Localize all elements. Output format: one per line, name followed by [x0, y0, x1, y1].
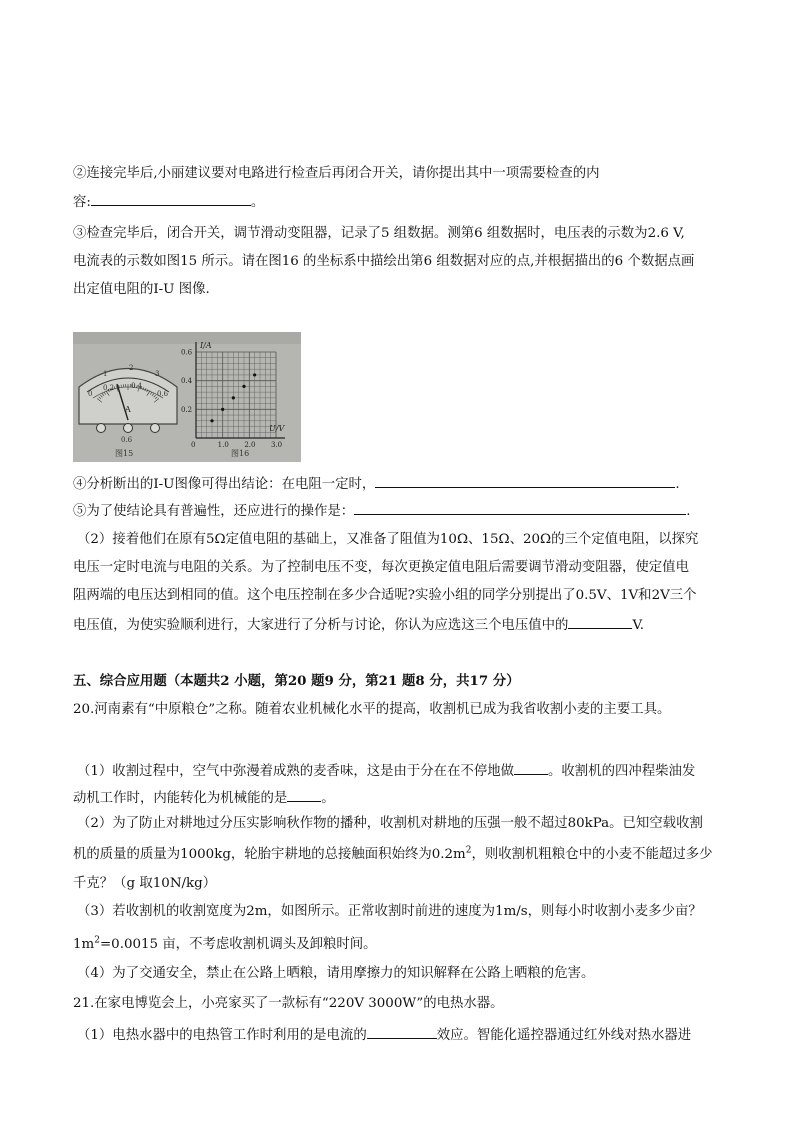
q20-p2-line1: （2）为了防止对耕地过分压实影响秋作物的播种，收割机对耕地的压强一般不超过80kPa。已知空载收割 [77, 816, 703, 831]
meter-unit-label: A [125, 405, 131, 414]
answer-blank-operation[interactable] [354, 500, 686, 515]
q2-line2: 容: 。 [73, 191, 724, 213]
answer-blank-stroke[interactable] [287, 787, 321, 802]
q20-p2-line2: 机的质量的质量为1000kg，轮胎宇耕地的总接触面积始终为$0.2m^2$，则收割机粗粮仓中的小麦不能超过多少 [73, 845, 713, 862]
data-point [221, 408, 224, 411]
y-tick-label: 0.2 [181, 405, 193, 414]
q20-p3-line2: $1m^2=0.0015$ 亩，不考虑收割机调头及卸粮时间。 [73, 935, 377, 952]
meter-terminal-label: 0.6 [121, 436, 133, 444]
q21-intro: 21.在家电博览会上，小亮家买了一款标有“220V 3000W”的电热水器。 [73, 996, 504, 1011]
q5-line: ⑤为了使结论具有普遍性，还应进行的操作是： . [73, 500, 724, 522]
x-axis-label: U/V [269, 424, 285, 433]
answer-blank-motion[interactable] [514, 760, 548, 775]
part2-line4: 电压值，为使实验顺利进行，大家进行了分析与讨论，你认为应选这三个电压值中的 V. [73, 614, 724, 636]
meter-scale-3: 0.6 [157, 390, 169, 398]
q20-intro: 20.河南素有“中原粮仓”之称。随着农业机械化水平的提高，收割机已成为我省收割小麦的主要工具。 [73, 702, 671, 717]
x-tick-label: 0 [191, 441, 196, 449]
section5-title: 五、综合应用题（本题共2 小题，第20 题9 分，第21 题8 分，共17 分） [73, 673, 520, 689]
terminal-negative-icon [97, 424, 106, 433]
q2-line1: ②连接完毕后,小丽建议要对电路进行检查后再闭合开关，请你提出其中一项需要检查的内 [73, 166, 600, 181]
part2-line1: （2）接着他们在原有5Ω定值电阻的基础上，又准备了阻值为10Ω、15Ω、20Ω的三个定值电阻，以探究 [77, 532, 699, 547]
answer-blank-voltage[interactable] [568, 614, 632, 629]
q3-line1: ③检查完毕后，闭合开关，调节滑动变阻器，记录了5 组数据。测第6 组数据时，电压表的示数为2.6 V, [73, 226, 685, 241]
q4-line: ④分析断出的I-U图像可得出结论：在电阻一定时， . [73, 473, 724, 495]
q20-p1-line2: 动机工作时，内能转化为机械能的是 。 [73, 787, 724, 809]
part2-line2: 电压一定时电流与电阻的关系。为了控制电压不变，每次更换定值电阻后需要调节滑动变阻器，使定值电 [73, 560, 689, 575]
meter-scale-1: 0.2 [103, 384, 115, 392]
answer-blank-check-item[interactable] [91, 191, 251, 206]
q21-p1: （1）电热水器中的电热管工作时利用的是电流的 效应。智能化遥控器通过红外线对热水器进 [77, 1024, 724, 1046]
q20-p3-line1: （3）若收割机的收割宽度为2m，如图所示。正常收割时前进的速度为1m/s，则每小时收割小麦多少亩？ [77, 904, 702, 919]
data-point [253, 373, 256, 376]
meter-scale-2: 0.4 [131, 382, 143, 390]
q20-p1-line1: （1）收割过程中，空气中弥漫着成熟的麦香味，这是由于分在在不停地做 。收割机的四冲程柴油发 [77, 760, 724, 782]
data-point [210, 419, 213, 422]
terminal-3-icon [151, 424, 160, 433]
y-axis-label: I/A [200, 341, 212, 350]
fig15-caption: 图15 [115, 449, 134, 458]
data-point [232, 396, 235, 399]
x-tick-label: 3.0 [271, 441, 283, 449]
answer-blank-effect[interactable] [367, 1024, 437, 1039]
q20-p4: （4）为了交通安全，禁止在公路上晒粮，请用摩擦力的知识解释在公路上晒粮的危害。 [77, 966, 595, 981]
meter-scale-0: 0 [88, 390, 93, 398]
x-tick-label: 2.0 [244, 441, 256, 449]
q3-line3: 出定值电阻的I-U 图像. [73, 282, 210, 297]
terminal-06-icon [124, 424, 133, 433]
q20-p2-line3: 千克？（g 取10N/kg） [73, 876, 217, 891]
fig16-caption: 图16 [231, 449, 250, 458]
part2-line3: 阻两端的电压达到相同的值。这个电压控制在多少合适呢?实验小组的同学分别提出了0.5V、1V和2V三个 [73, 588, 697, 603]
answer-blank-conclusion[interactable] [375, 473, 675, 488]
figure-15-16-photo [73, 332, 301, 462]
meter-big-scale-3: 3 [155, 370, 160, 378]
x-tick-label: 1.0 [217, 441, 229, 449]
meter-big-scale-2: 2 [129, 364, 134, 372]
meter-big-scale-1: 1 [103, 370, 108, 378]
q3-line2: 电流表的示数如图15 所示。请在图16 的坐标系中描绘出第6 组数据对应的点,并根据描出的6 个数据点画 [73, 254, 695, 269]
data-point [242, 385, 245, 388]
y-tick-label: 0.6 [181, 348, 193, 357]
y-tick-label: 0.4 [181, 377, 193, 386]
